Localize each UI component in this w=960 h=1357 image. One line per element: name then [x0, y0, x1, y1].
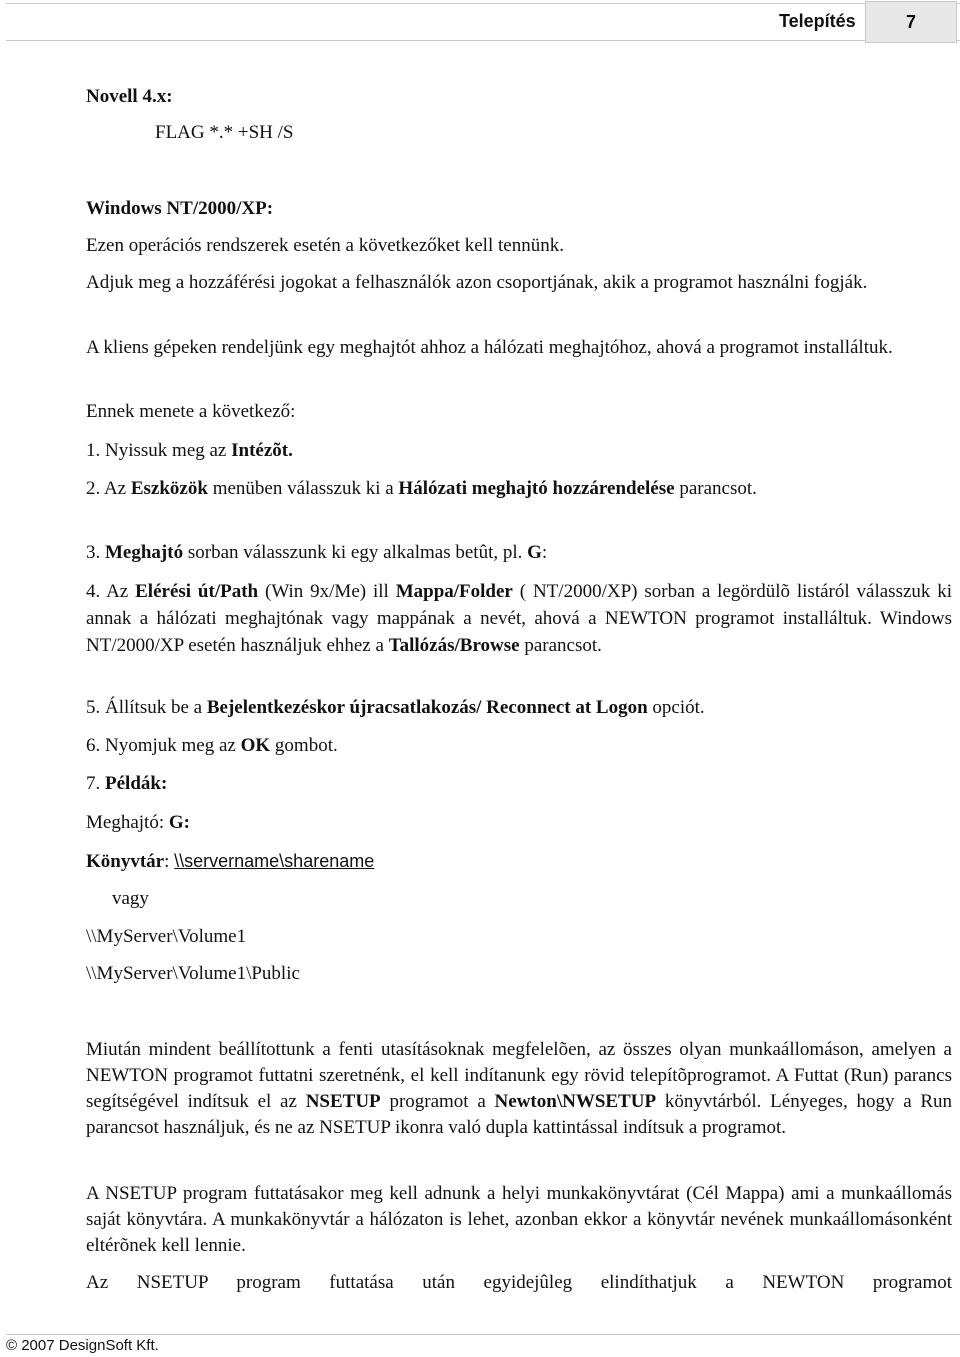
novell-heading: Novell 4.x:: [86, 86, 173, 107]
page-number: 7: [865, 1, 957, 43]
windows-intro: Ezen operációs rendszerek esetén a következőket kell tennünk.: [86, 235, 564, 256]
novell-command: FLAG *.* +SH /S: [155, 122, 294, 143]
para-work-directory: A NSETUP program futtatásakor meg kell adnunk a helyi munkakönyvtárat (Cél Mappa) ami a munkaállomás saját könyvtára. A munkakönyvtár a hálózaton is lehet, azonban ekkor a könyvtár nevének munkaállomásonként eltérõnek kell lennie.: [86, 1183, 952, 1256]
windows-heading: Windows NT/2000/XP:: [86, 198, 274, 219]
unc-path: \\servername\sharename: [174, 851, 375, 871]
step-7: 7. Példák:: [86, 773, 168, 794]
step-2: 2. Az Eszközök menüben válasszuk ki a Hálózati meghajtó hozzárendelése parancsot.: [86, 478, 757, 499]
example-path-1: \\MyServer\Volume1: [86, 926, 247, 947]
header-rule-top: [6, 3, 960, 4]
example-or: vagy: [112, 888, 149, 909]
para-map-drive: A kliens gépeken rendeljünk egy meghajtót ahhoz a hálózati meghajtóhoz, ahová a programot installáltuk.: [86, 337, 893, 358]
chapter-title: Telepítés: [779, 11, 856, 31]
step-1: 1. Nyissuk meg az Intézõt.: [86, 440, 293, 461]
example-directory: Könyvtár: \\servername\sharename: [86, 851, 375, 872]
step-4: 4. Az Elérési út/Path (Win 9x/Me) ill Mappa/Folder ( NT/2000/XP) sorban a legördülõ listáról válasszuk ki annak a hálózati meghajtónak vagy mappának a nevét, ahová a NEWTON programot installáltuk. Windows NT/2000/XP esetén használjuk ehhez a Tallózás/Browse parancsot.: [86, 581, 953, 656]
page-header: [0, 0, 960, 44]
step-5: 5. Állítsuk be a Bejelentkezéskor újracsatlakozás/ Reconnect at Logon opciót.: [86, 697, 705, 718]
para-access-rights: Adjuk meg a hozzáférési jogokat a felhasználók azon csoportjának, akik a programot használni fogják.: [86, 272, 868, 293]
footer-rule: [6, 1334, 960, 1335]
step-3: 3. Meghajtó sorban válasszunk ki egy alkalmas betût, pl. G:: [86, 542, 548, 563]
step-6: 6. Nyomjuk meg az OK gombot.: [86, 735, 338, 756]
para-after-nsetup: Az NSETUP program futtatása után egyidejûleg elindíthatjuk a NEWTON programot: [86, 1272, 952, 1293]
example-path-2: \\MyServer\Volume1\Public: [86, 963, 300, 984]
example-drive: Meghajtó: G:: [86, 812, 190, 833]
steps-intro: Ennek menete a következő:: [86, 401, 296, 422]
footer-copyright: © 2007 DesignSoft Kft.: [6, 1337, 159, 1354]
header-rule-bottom: [6, 40, 960, 41]
para-run-nsetup: Miután mindent beállítottunk a fenti utasításoknak megfelelõen, az összes olyan munkaállomáson, amelyen a NEWTON programot futtatni szeretnénk, el kell indítanunk egy rövid telepítõprogramot. A Futtat (Run) parancs segítségével indítsuk el az NSETUP programot a Newton\NWSETUP könyvtárból. Lényeges, hogy a Run parancsot használjuk, és ne az NSETUP ikonra való dupla kattintással indítsuk a programot.: [86, 1039, 953, 1138]
